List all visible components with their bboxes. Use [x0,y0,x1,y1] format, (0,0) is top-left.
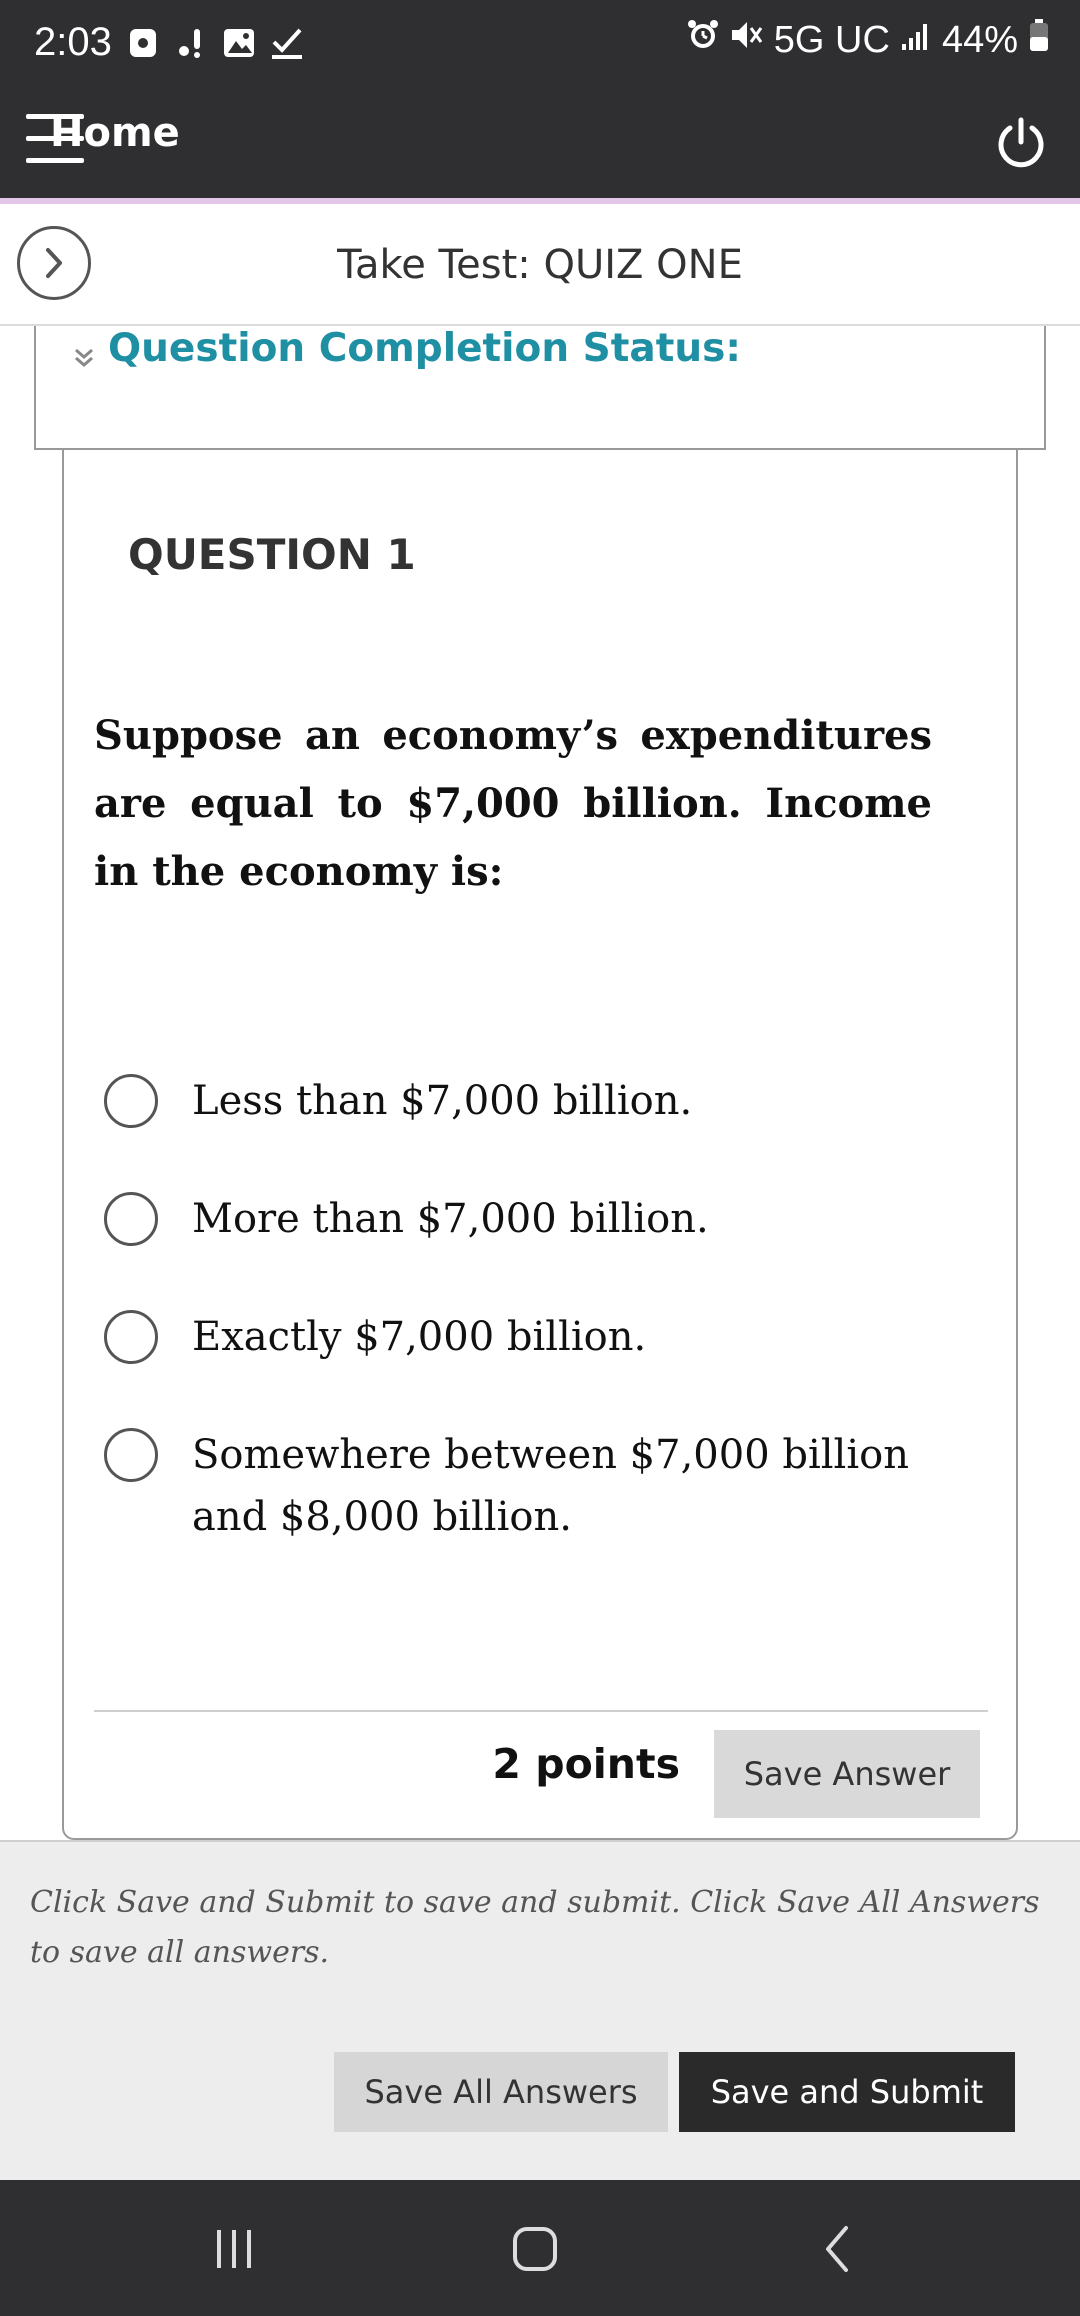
gallery-icon [222,24,256,62]
answer-option[interactable] [104,1070,912,1132]
test-title: Take Test: QUIZ ONE [337,242,743,288]
back-icon[interactable] [798,2216,878,2282]
answer-option[interactable] [104,1424,912,1548]
app-header [0,92,1080,198]
radio-button[interactable] [104,1310,158,1364]
status-bar [0,0,1080,92]
notification-icon [174,24,208,62]
home-title[interactable]: Home [50,110,180,156]
alarm-icon [686,18,720,62]
home-icon[interactable] [495,2216,575,2282]
status-right [686,18,1050,62]
question-text: Suppose an economy’s expenditures are equal to $7,000 billion. Income in the economy is: [94,712,932,895]
radio-button[interactable] [104,1428,158,1482]
save-answer-button[interactable]: Save Answer [714,1730,980,1818]
mute-icon [730,18,764,62]
option-label[interactable]: Somewhere between $7,000 billion and $8,000 billion. [192,1432,909,1540]
status-left-icons [126,24,304,62]
submit-instructions: Click Save and Submit to save and submit. Click Save All Answers to save all answers. [30,1885,1040,1970]
battery-icon [1028,18,1050,62]
divider [94,1710,988,1712]
double-chevron-down-icon[interactable] [72,342,96,376]
question-points: 2 points [492,1740,680,1788]
check-icon [270,24,304,62]
system-nav-bar [0,2180,1080,2316]
option-label[interactable]: Less than $7,000 billion. [192,1078,693,1124]
answer-option[interactable] [104,1188,912,1250]
battery-label: 44% [941,18,1018,61]
status-time: 2:03 [34,20,112,64]
completion-status-panel [34,326,1046,450]
question-card [62,450,1018,1840]
screenshot-icon [126,24,160,62]
recent-apps-icon[interactable] [194,2216,274,2282]
radio-button[interactable] [104,1074,158,1128]
save-and-submit-button[interactable]: Save and Submit [679,2052,1015,2132]
radio-button[interactable] [104,1192,158,1246]
signal-icon [900,19,932,62]
submit-panel [0,1840,1080,2180]
option-label[interactable]: Exactly $7,000 billion. [192,1314,647,1360]
power-icon[interactable] [992,114,1050,172]
save-all-answers-button[interactable]: Save All Answers [334,2052,668,2132]
question-number: QUESTION 1 [128,530,416,579]
completion-status-label[interactable]: Question Completion Status: [108,326,741,371]
network-label: 5G UC [773,18,890,61]
answer-option[interactable] [104,1306,912,1368]
option-label[interactable]: More than $7,000 billion. [192,1196,709,1242]
test-title-bar [0,204,1080,326]
